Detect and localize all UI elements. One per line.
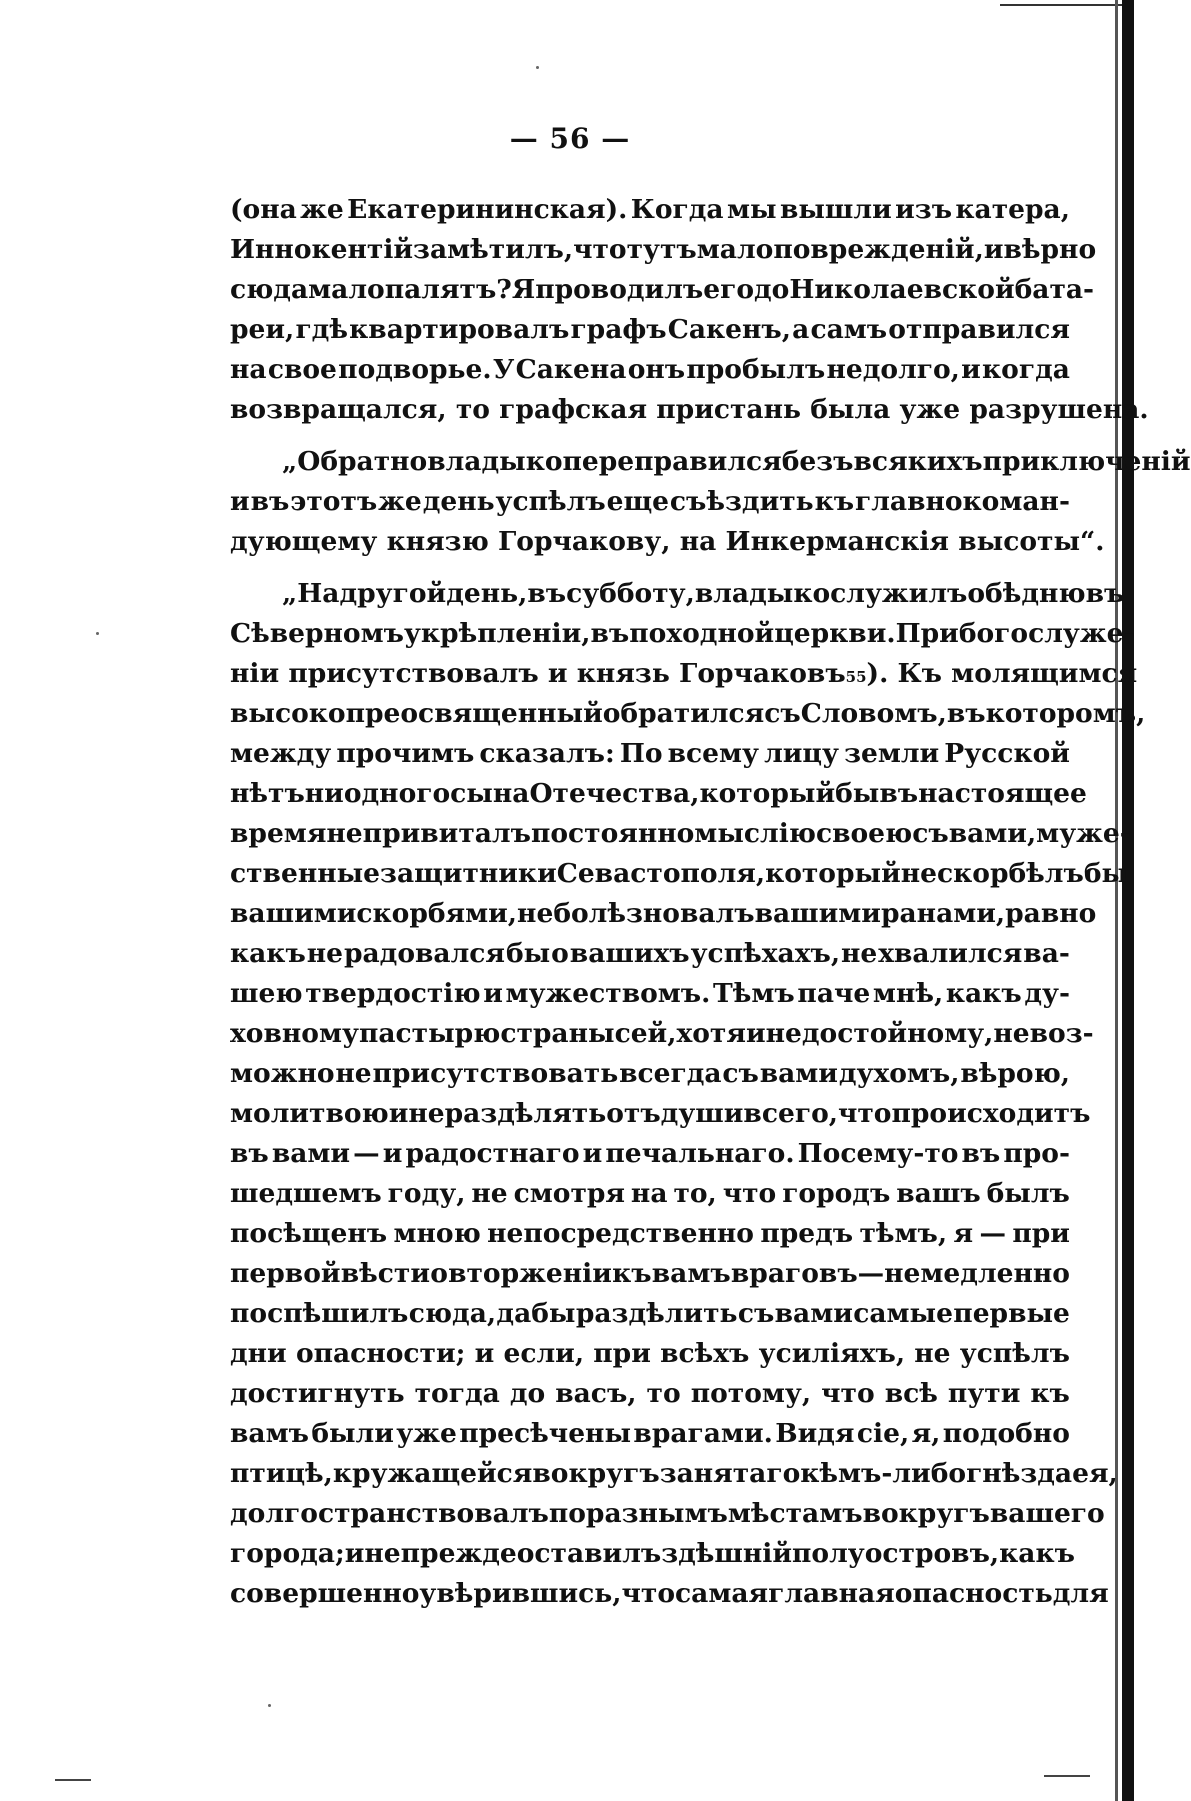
text-line: высокопреосвященный обратился съ Словомъ, въ которомъ,: [230, 698, 1146, 729]
text-line: Иннокентій замѣтилъ, что тутъ мало поврежденій, и вѣрно: [230, 234, 1097, 265]
text-line-with-footnote: ніи присутствовалъ и князь Горчаковъ 55 ). Къ молящимся: [230, 654, 1070, 694]
text-line: Сѣверномъ укрѣпленіи, въ походной церкви. При богослуже-: [230, 618, 1135, 649]
text-line: возвращался, то графская пристань была уже разрушена.: [230, 394, 1149, 425]
text-line: города; и не прежде оставилъ здѣшній полуостровъ, какъ: [230, 1538, 1075, 1569]
text-line: „На другой день, въ субботу, владыко служилъ обѣдню въ: [282, 578, 1125, 609]
text-line: птицѣ, кружащейся вокругъ занятаго кѣмъ-либо гнѣзда ея,: [230, 1458, 1118, 1489]
scan-speck: [96, 632, 99, 635]
text-line: можно не присутствовать всегда съ вами духомъ, вѣрою,: [230, 1058, 1070, 1089]
text-line: совершенно увѣрившись, что самая главная опасность для: [230, 1578, 1109, 1609]
text-line: „Обратно владыко переправился безъ всякихъ приключеній: [282, 446, 1191, 477]
scan-speck: [536, 66, 539, 69]
scan-mark-bottom-right: [1044, 1775, 1090, 1777]
text-line: вамъ были уже пресѣчены врагами. Видя сіе, я, подобно: [230, 1418, 1070, 1449]
text-line: шею твердостію и мужествомъ. Тѣмъ паче мнѣ, какъ ду-: [230, 978, 1070, 1009]
text-line: шедшемъ году, не смотря на то, что городъ вашъ былъ: [230, 1178, 1070, 1209]
text-line: на свое подворье. У Сакена онъ пробылъ недолго, и когда: [230, 354, 1070, 385]
scan-mark-bottom-left: [55, 1779, 91, 1781]
text-line: посѣщенъ мною непосредственно предъ тѣмъ, я — при: [230, 1218, 1070, 1249]
scan-speck: [268, 1704, 271, 1707]
text-line: первой вѣсти о вторженіи къ вамъ враговъ—немедленно: [230, 1258, 1070, 1289]
text-line: ховному пастырю страны сей, хотя и недостойному, невоз-: [230, 1018, 1094, 1049]
text-line: ственные защитники Севастополя, который не скорбѣлъ бы: [230, 858, 1129, 889]
body-text: [230, 190, 1191, 1614]
scan-edge-right-inner: [1115, 0, 1118, 1801]
text-line: поспѣшилъ сюда, дабы раздѣлить съ вами самые первые: [230, 1298, 1070, 1329]
text-line: дни опасности; и если, при всѣхъ усиліяхъ, не успѣлъ: [230, 1338, 1070, 1369]
text-line: между прочимъ сказалъ: По всему лицу земли Русской: [230, 738, 1070, 769]
text-line: долго странствовалъ по разнымъ мѣстамъ вокругъ вашего: [230, 1498, 1105, 1529]
text-segment: ніи присутствовалъ и князь Горчаковъ: [230, 658, 846, 689]
text-line: время не привиталъ постоянно мыслію своею съ вами, муже-: [230, 818, 1131, 849]
text-segment: ). Къ молящимся: [866, 658, 1138, 689]
text-line: нѣтъ ни одного сына Отечества, который бы въ настоящее: [230, 778, 1087, 809]
text-line: дующему князю Горчакову, на Инкерманскія высоты“.: [230, 526, 1105, 557]
scan-edge-top: [1000, 4, 1122, 6]
scan-edge-right: [1122, 0, 1134, 1801]
text-line: сюда мало палятъ? Я проводилъ его до Николаевской бата-: [230, 274, 1095, 305]
text-line: и въ этотъ же день успѣлъ еще съѣздить къ главнокоман-: [230, 486, 1070, 517]
text-line: молитвою и не раздѣлять отъ души всего, что происходитъ: [230, 1098, 1091, 1129]
text-line: реи, гдѣ квартировалъ графъ Сакенъ, а самъ отправился: [230, 314, 1070, 345]
page-number: — 56 —: [509, 122, 631, 155]
text-line: въ вами — и радостнаго и печальнаго. Посему-то въ про-: [230, 1138, 1070, 1169]
text-line: достигнуть тогда до васъ, то потому, что всѣ пути къ: [230, 1378, 1070, 1409]
text-line: (она же Екатерининская). Когда мы вышли изъ катера,: [230, 194, 1070, 225]
text-line: вашими скорбями, не болѣзновалъ вашими ранами, равно: [230, 898, 1097, 929]
text-line: какъ не радовался бы о вашихъ успѣхахъ, не хвалился ва-: [230, 938, 1070, 969]
